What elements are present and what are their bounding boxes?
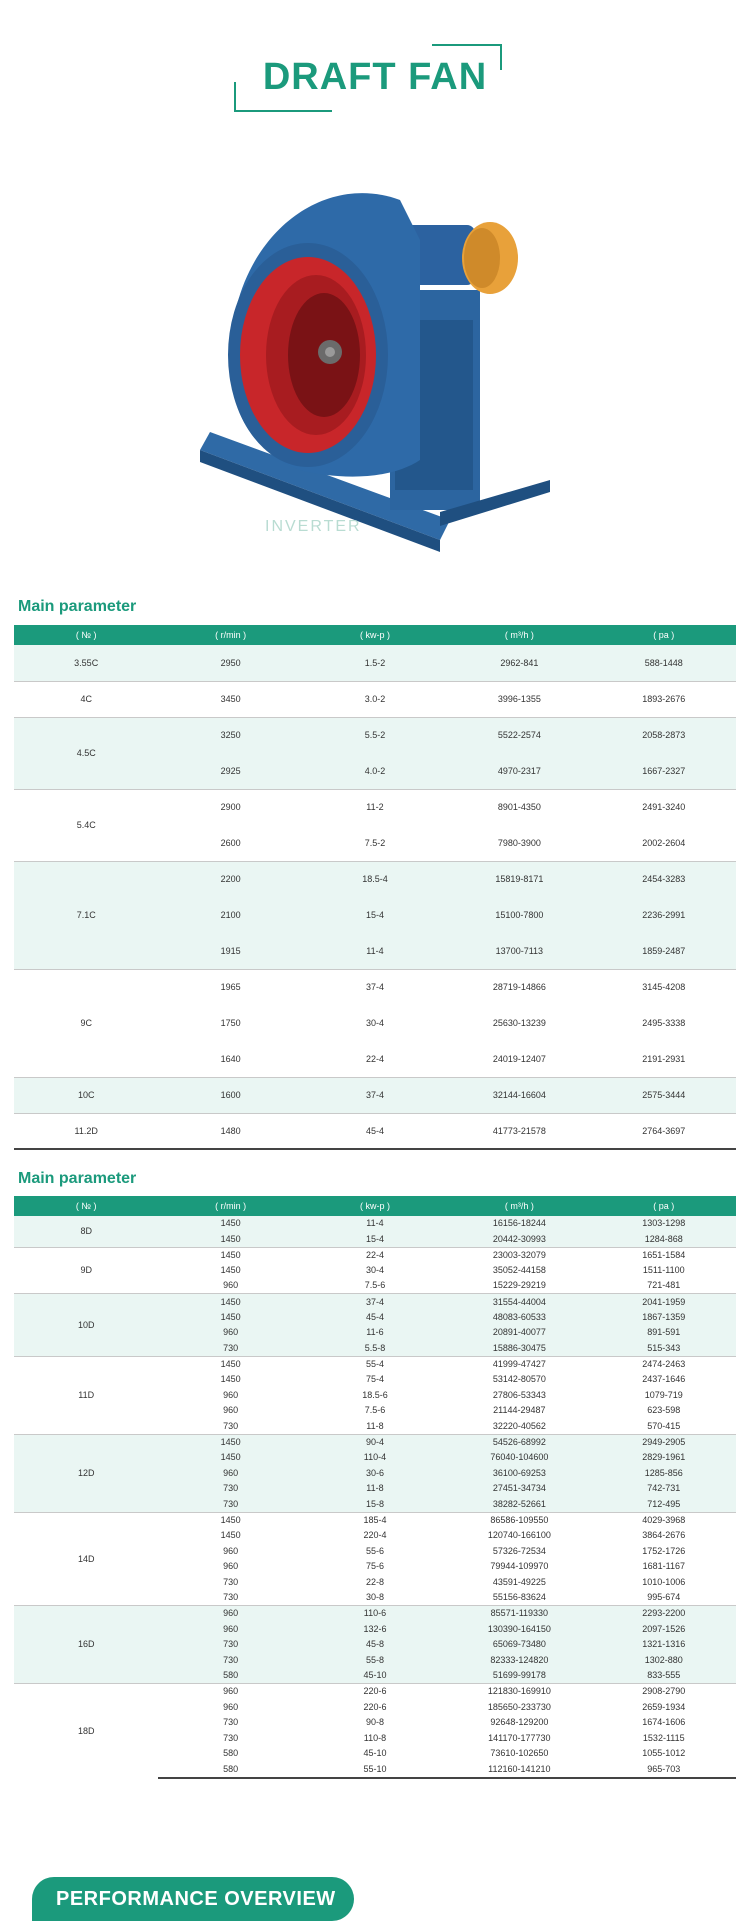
speed-cell: 1450 [158, 1512, 302, 1528]
pressure-cell: 1667-2327 [592, 753, 736, 789]
col-header-airflow: ( m³/h ) [447, 625, 591, 645]
speed-cell: 2200 [158, 861, 302, 897]
speed-cell: 1450 [220, 1265, 241, 1276]
power-cell: 7.5-6 [364, 1405, 386, 1416]
pressure-cell: 2454-3283 [592, 861, 736, 897]
speed-cell: 2900 [158, 789, 302, 825]
pressure-cell: 965-703 [592, 1762, 736, 1778]
col-header-model: ( № ) [14, 1196, 158, 1216]
pressure-cell: 2097-1526 [592, 1621, 736, 1637]
parameter-table-2 [14, 1196, 736, 1779]
power-cell: 22-4 [365, 1053, 384, 1064]
model-cell: 7.1C [14, 861, 158, 969]
table-row [14, 1216, 736, 1232]
speed-cell: 960 [223, 1561, 239, 1572]
airflow-cell: 141170-177730 [488, 1732, 551, 1743]
draft-fan-illustration [190, 180, 590, 560]
airflow-cell: 86586-109550 [447, 1512, 591, 1528]
pressure-cell: 995-674 [647, 1592, 681, 1603]
section-title-main-parameter-1: Main parameter [18, 598, 137, 615]
pressure-cell: 2659-1934 [642, 1701, 686, 1712]
page-title: DRAFT FAN [262, 56, 488, 98]
power-cell: 5.5-2 [303, 717, 447, 753]
table-row [14, 1434, 736, 1450]
speed-cell: 730 [223, 1592, 239, 1603]
airflow-cell: 4970-2317 [447, 753, 591, 789]
model-cell: 4.5C [14, 717, 158, 789]
power-cell: 110-4 [303, 1450, 447, 1466]
table-row [14, 1247, 736, 1263]
airflow-cell: 48083-60533 [447, 1310, 591, 1326]
power-cell: 1.5-2 [303, 645, 447, 681]
power-cell: 37-4 [303, 969, 447, 1005]
power-cell: 15-4 [303, 1232, 447, 1248]
speed-cell: 730 [223, 1576, 239, 1587]
table-row [14, 645, 736, 681]
model-cell: 8D [14, 1216, 158, 1247]
speed-cell: 2925 [158, 753, 302, 789]
pressure-cell: 1285-856 [592, 1466, 736, 1482]
power-cell: 18.5-4 [303, 861, 447, 897]
pressure-cell: 1752-1726 [642, 1545, 686, 1556]
pressure-cell: 2575-3444 [592, 1077, 736, 1113]
pressure-cell: 623-598 [647, 1405, 681, 1416]
speed-cell: 960 [158, 1466, 302, 1482]
airflow-cell: 20442-30993 [447, 1232, 591, 1248]
speed-cell: 960 [223, 1701, 239, 1712]
speed-cell: 2600 [220, 837, 241, 848]
power-cell: 45-10 [303, 1668, 447, 1684]
pressure-cell: 2491-3240 [592, 789, 736, 825]
draft-fan-image [190, 180, 590, 560]
airflow-cell: 8901-4350 [447, 789, 591, 825]
table-row [14, 1294, 736, 1310]
airflow-cell: 32220-40562 [492, 1420, 546, 1431]
power-cell: 15-4 [303, 897, 447, 933]
airflow-cell: 15100-7800 [447, 897, 591, 933]
airflow-cell: 82333-124820 [447, 1653, 591, 1669]
airflow-cell: 55156-83624 [492, 1592, 546, 1603]
pressure-cell: 2949-2905 [592, 1434, 736, 1450]
airflow-cell: 51699-99178 [447, 1668, 591, 1684]
pressure-cell: 2437-1646 [642, 1374, 686, 1385]
pressure-cell: 2236-2991 [592, 897, 736, 933]
airflow-cell: 43591-49225 [492, 1576, 546, 1587]
speed-cell: 730 [223, 1420, 239, 1431]
col-header-speed: ( r/min ) [158, 1196, 302, 1216]
power-cell: 185-4 [303, 1512, 447, 1528]
model-cell: 18D [14, 1684, 158, 1778]
power-cell: 11-6 [303, 1325, 447, 1341]
power-cell: 132-6 [303, 1621, 447, 1637]
pressure-cell: 721-481 [647, 1280, 681, 1291]
pressure-cell: 2908-2790 [592, 1684, 736, 1700]
pressure-cell: 1303-1298 [592, 1216, 736, 1232]
airflow-cell: 36100-69253 [447, 1466, 591, 1482]
airflow-cell: 76040-104600 [447, 1450, 591, 1466]
airflow-cell: 85571-119330 [447, 1606, 591, 1622]
speed-cell: 960 [158, 1621, 302, 1637]
speed-cell: 1915 [158, 933, 302, 969]
pressure-cell: 2058-2873 [592, 717, 736, 753]
power-cell: 55-10 [303, 1762, 447, 1778]
power-cell: 55-8 [303, 1653, 447, 1669]
model-cell: 16D [14, 1606, 158, 1684]
power-cell: 11-4 [303, 1216, 447, 1232]
airflow-cell: 31554-44004 [447, 1294, 591, 1310]
power-cell: 90-4 [303, 1434, 447, 1450]
pressure-cell: 588-1448 [592, 645, 736, 681]
power-cell: 30-4 [365, 1018, 384, 1028]
speed-cell: 3250 [158, 717, 302, 753]
airflow-cell: 16156-18244 [447, 1216, 591, 1232]
airflow-cell: 32144-16604 [447, 1077, 591, 1113]
speed-cell: 1450 [220, 1530, 241, 1541]
performance-overview-banner [32, 1877, 354, 1921]
airflow-cell: 3996-1355 [447, 681, 591, 717]
power-cell: 30-8 [365, 1592, 384, 1603]
pressure-cell: 1055-1012 [642, 1748, 686, 1759]
power-cell: 7.5-6 [364, 1280, 386, 1291]
power-cell: 110-6 [303, 1606, 447, 1622]
power-cell: 4.0-2 [303, 753, 447, 789]
power-cell: 37-4 [303, 1294, 447, 1310]
speed-cell: 960 [158, 1325, 302, 1341]
airflow-cell: 28719-14866 [447, 969, 591, 1005]
pressure-cell: 3145-4208 [592, 969, 736, 1005]
pressure-cell: 2041-1959 [592, 1294, 736, 1310]
table-row [14, 1684, 736, 1700]
power-cell: 11-2 [303, 789, 447, 825]
speed-cell: 730 [223, 1717, 239, 1728]
power-cell: 220-6 [363, 1701, 387, 1712]
power-cell: 45-4 [303, 1310, 447, 1326]
airflow-cell: 53142-80570 [492, 1374, 546, 1385]
power-cell: 45-8 [303, 1637, 447, 1653]
pressure-cell: 1532-1115 [642, 1732, 685, 1743]
pressure-cell: 1079-719 [644, 1389, 683, 1400]
pressure-cell: 1302-880 [592, 1653, 736, 1669]
power-cell: 3.0-2 [303, 681, 447, 717]
power-cell: 45-4 [303, 1113, 447, 1149]
airflow-cell: 7980-3900 [497, 837, 541, 848]
speed-cell: 1640 [220, 1053, 241, 1064]
airflow-cell: 54526-68992 [447, 1434, 591, 1450]
pressure-cell: 2293-2200 [592, 1606, 736, 1622]
table-row [14, 1356, 736, 1372]
power-cell: 15-8 [303, 1497, 447, 1513]
airflow-cell: 41999-47427 [447, 1356, 591, 1372]
pressure-cell: 570-415 [647, 1420, 681, 1431]
power-cell: 22-8 [365, 1576, 384, 1587]
pressure-cell: 1674-1606 [642, 1717, 686, 1728]
power-cell: 22-4 [303, 1247, 447, 1263]
col-header-pressure: ( pa ) [592, 1196, 736, 1216]
airflow-cell: 65069-73480 [447, 1637, 591, 1653]
power-cell: 55-6 [365, 1545, 384, 1556]
pressure-cell: 2495-3338 [642, 1018, 686, 1028]
model-cell: 11.2D [14, 1113, 158, 1149]
speed-cell: 730 [158, 1497, 302, 1513]
speed-cell: 580 [158, 1668, 302, 1684]
power-cell: 75-6 [365, 1561, 384, 1572]
pressure-cell: 1651-1584 [592, 1247, 736, 1263]
pressure-cell: 2764-3697 [592, 1113, 736, 1149]
model-cell: 10D [14, 1294, 158, 1356]
power-cell: 110-8 [363, 1732, 387, 1743]
table-row [14, 717, 736, 753]
airflow-cell: 35052-44158 [492, 1265, 546, 1276]
speed-cell: 960 [223, 1280, 239, 1291]
airflow-cell: 21144-29487 [493, 1405, 546, 1416]
page-header [0, 40, 750, 120]
airflow-cell: 112160-141210 [447, 1762, 591, 1778]
table-row [14, 789, 736, 825]
airflow-cell: 27806-53343 [492, 1389, 546, 1400]
section-title-main-parameter-2: Main parameter [18, 1170, 137, 1187]
pressure-cell: 2829-1961 [592, 1450, 736, 1466]
speed-cell: 1965 [158, 969, 302, 1005]
power-cell: 5.5-8 [303, 1341, 447, 1357]
watermark: INVERTER [265, 518, 362, 535]
airflow-cell: 79944-109970 [490, 1561, 549, 1572]
table-row [14, 681, 736, 717]
airflow-cell: 38282-52661 [447, 1497, 591, 1513]
speed-cell: 1450 [158, 1294, 302, 1310]
speed-cell: 730 [223, 1732, 239, 1743]
speed-cell: 960 [223, 1545, 239, 1556]
pressure-cell: 712-495 [592, 1497, 736, 1513]
speed-cell: 960 [158, 1684, 302, 1700]
pressure-cell: 1859-2487 [592, 933, 736, 969]
speed-cell: 960 [223, 1405, 239, 1416]
airflow-cell: 20891-40077 [447, 1325, 591, 1341]
airflow-cell: 27451-34734 [447, 1481, 591, 1497]
airflow-cell: 24019-12407 [492, 1053, 546, 1064]
speed-cell: 1600 [158, 1077, 302, 1113]
power-cell: 11-8 [303, 1481, 447, 1497]
model-cell: 14D [14, 1512, 158, 1606]
speed-cell: 1750 [220, 1018, 241, 1028]
speed-cell: 1450 [220, 1374, 241, 1385]
airflow-cell: 73610-102650 [490, 1748, 549, 1759]
power-cell: 18.5-6 [362, 1389, 388, 1400]
pressure-cell: 515-343 [592, 1341, 736, 1357]
power-cell: 30-6 [303, 1466, 447, 1482]
model-cell: 9D [14, 1247, 158, 1294]
airflow-cell: 57326-72534 [492, 1545, 546, 1556]
airflow-cell: 120740-166100 [487, 1530, 551, 1541]
pressure-cell: 1010-1006 [642, 1576, 686, 1587]
col-header-power: ( kw-p ) [303, 625, 447, 645]
pressure-cell: 2191-2931 [642, 1053, 686, 1064]
col-header-pressure: ( pa ) [592, 625, 736, 645]
airflow-cell: 15886-30475 [447, 1341, 591, 1357]
speed-cell: 3450 [158, 681, 302, 717]
power-cell: 11-4 [303, 933, 447, 969]
col-header-power: ( kw-p ) [303, 1196, 447, 1216]
airflow-cell: 25630-13239 [492, 1018, 546, 1028]
power-cell: 220-6 [303, 1684, 447, 1700]
speed-cell: 960 [158, 1606, 302, 1622]
table-row [14, 1113, 736, 1149]
pressure-cell: 4029-3968 [592, 1512, 736, 1528]
table-row [14, 1077, 736, 1113]
speed-cell: 730 [158, 1481, 302, 1497]
airflow-cell: 15819-8171 [447, 861, 591, 897]
speed-cell: 1450 [158, 1450, 302, 1466]
table-row [14, 969, 736, 1005]
airflow-cell: 15229-29219 [492, 1280, 546, 1291]
speed-cell: 730 [158, 1341, 302, 1357]
power-cell: 90-8 [365, 1717, 384, 1728]
pressure-cell: 1284-868 [592, 1232, 736, 1248]
airflow-cell: 121830-169910 [447, 1684, 591, 1700]
speed-cell: 730 [158, 1653, 302, 1669]
banner-label: PERFORMANCE OVERVIEW [56, 1888, 336, 1910]
pressure-cell: 1893-2676 [592, 681, 736, 717]
speed-cell: 580 [158, 1762, 302, 1778]
airflow-cell: 23003-32079 [447, 1247, 591, 1263]
airflow-cell: 2962-841 [447, 645, 591, 681]
table-row [14, 1606, 736, 1622]
model-cell: 4C [14, 681, 158, 717]
speed-cell: 2100 [158, 897, 302, 933]
pressure-cell: 1511-1100 [642, 1265, 685, 1276]
table-row [14, 861, 736, 897]
table-row [14, 1512, 736, 1528]
speed-cell: 1450 [158, 1310, 302, 1326]
pressure-cell: 3864-2676 [642, 1530, 686, 1541]
speed-cell: 1450 [158, 1356, 302, 1372]
pressure-cell: 833-555 [592, 1668, 736, 1684]
speed-cell: 1450 [158, 1232, 302, 1248]
pressure-cell: 1321-1316 [592, 1637, 736, 1653]
model-cell: 11D [14, 1356, 158, 1434]
pressure-cell: 891-591 [592, 1325, 736, 1341]
speed-cell: 580 [223, 1748, 239, 1759]
col-header-airflow: ( m³/h ) [447, 1196, 591, 1216]
pressure-cell: 1867-1359 [592, 1310, 736, 1326]
speed-cell: 1480 [158, 1113, 302, 1149]
power-cell: 45-10 [363, 1748, 387, 1759]
airflow-cell: 185650-233730 [487, 1701, 551, 1712]
power-cell: 30-4 [365, 1265, 384, 1276]
model-cell: 5.4C [14, 789, 158, 861]
speed-cell: 1450 [158, 1216, 302, 1232]
pressure-cell: 1681-1167 [642, 1561, 685, 1572]
airflow-cell: 13700-7113 [447, 933, 591, 969]
power-cell: 75-4 [365, 1374, 384, 1385]
speed-cell: 730 [158, 1637, 302, 1653]
speed-cell: 1450 [158, 1247, 302, 1263]
model-cell: 12D [14, 1434, 158, 1512]
speed-cell: 2950 [158, 645, 302, 681]
model-cell: 3.55C [14, 645, 158, 681]
airflow-cell: 130390-164150 [447, 1621, 591, 1637]
pressure-cell: 2474-2463 [592, 1356, 736, 1372]
speed-cell: 960 [223, 1389, 239, 1400]
power-cell: 220-4 [363, 1530, 387, 1541]
airflow-cell: 41773-21578 [447, 1113, 591, 1149]
power-cell: 11-8 [366, 1420, 384, 1431]
airflow-cell: 5522-2574 [447, 717, 591, 753]
speed-cell: 1450 [158, 1434, 302, 1450]
parameter-table-1 [14, 625, 736, 1150]
pressure-cell: 742-731 [592, 1481, 736, 1497]
power-cell: 37-4 [303, 1077, 447, 1113]
col-header-model: ( № ) [14, 625, 158, 645]
model-cell: 9C [14, 969, 158, 1077]
pressure-cell: 2002-2604 [642, 837, 686, 848]
model-cell: 10C [14, 1077, 158, 1113]
power-cell: 7.5-2 [364, 837, 386, 848]
power-cell: 55-4 [303, 1356, 447, 1372]
airflow-cell: 92648-129200 [490, 1717, 549, 1728]
col-header-speed: ( r/min ) [158, 625, 302, 645]
